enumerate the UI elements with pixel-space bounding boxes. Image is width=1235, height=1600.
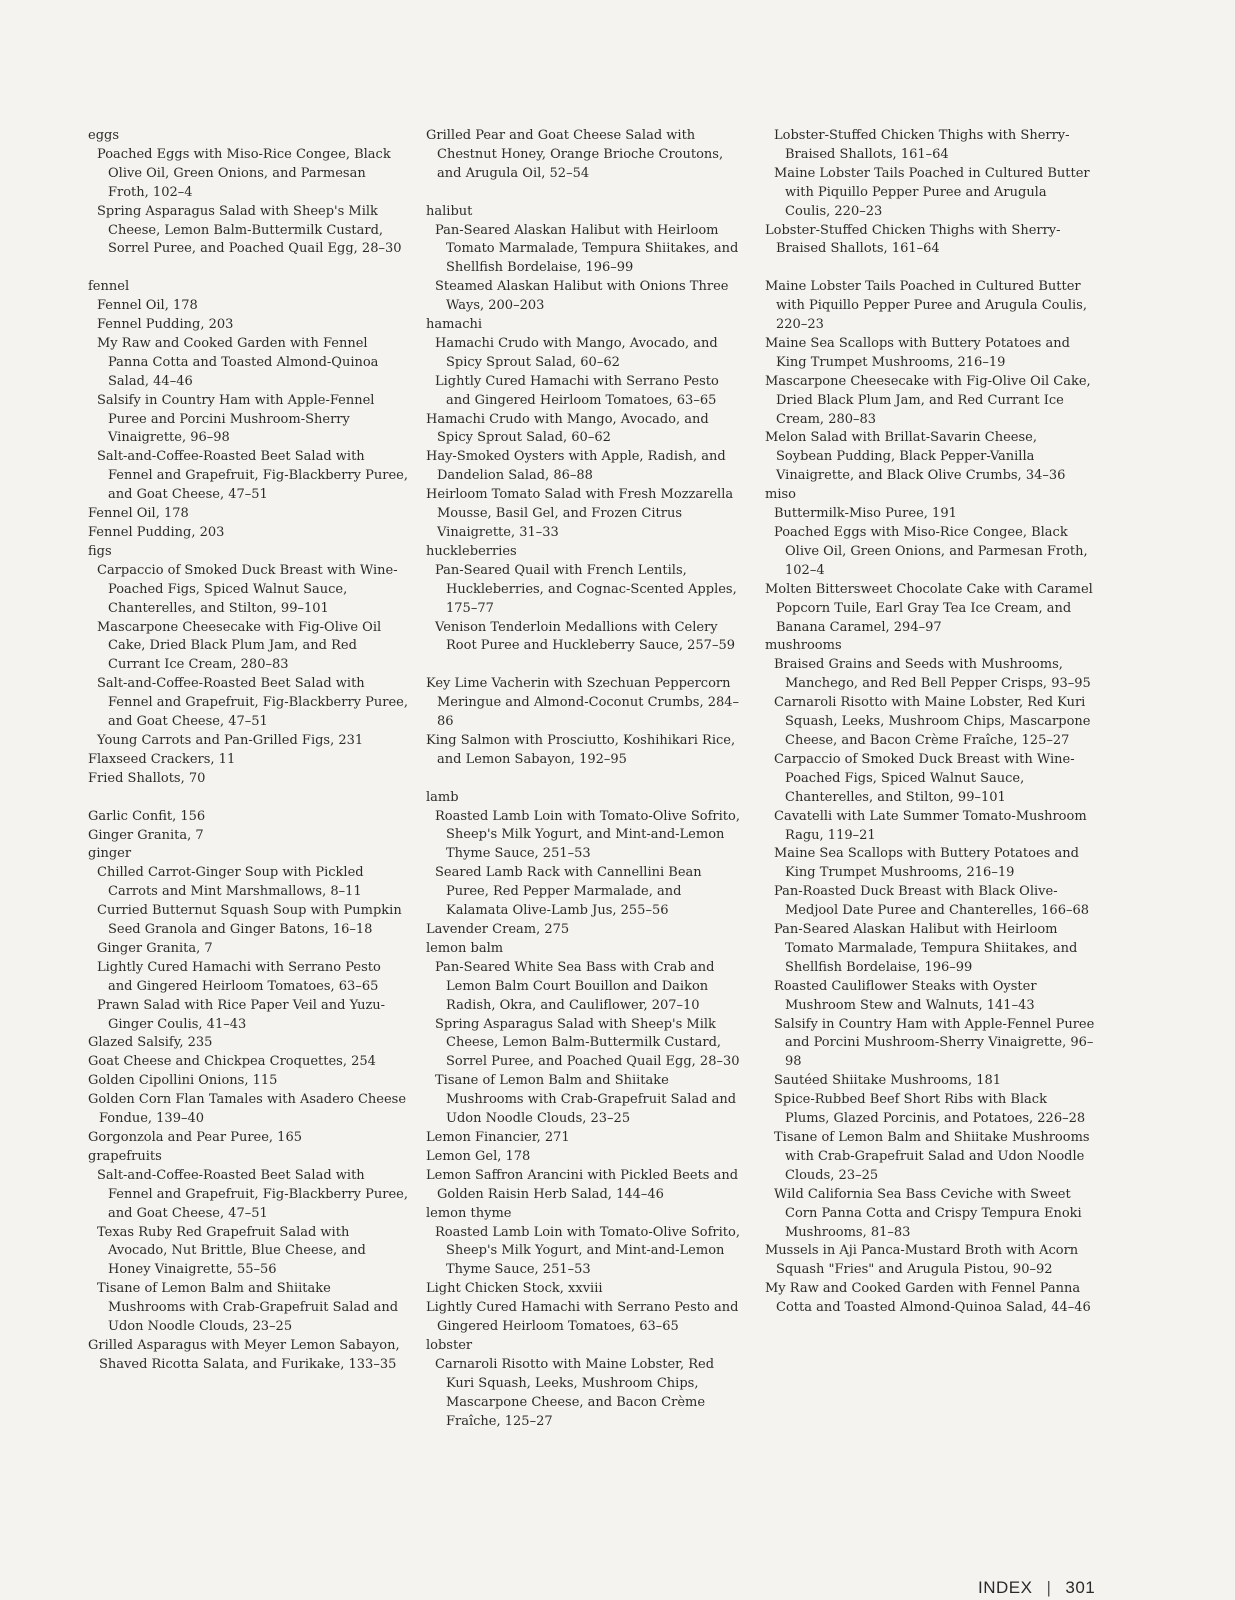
index-entry: Mussels in Aji Panca-Mustard Broth with Acorn Squash "Fries" and Arugula Pistou, 90–92 — [765, 1243, 1079, 1278]
index-entry: halibut — [426, 203, 473, 219]
index-subentry: Carnaroli Risotto with Maine Lobster, Red Kuri Squash, Leeks, Mushroom Chips, Mascarpone Cheese, and Bacon Crème Fraîche, 125–27 — [435, 1356, 715, 1429]
index-entry: Melon Salad with Brillat-Savarin Cheese, Soybean Pudding, Black Pepper-Vanilla Vinaigrette, and Black Olive Crumbs, 34–36 — [765, 430, 1066, 484]
index-subentry: My Raw and Cooked Garden with Fennel Panna Cotta and Toasted Almond-Quinoa Salad, 44–46 — [97, 335, 379, 389]
index-entry: Gorgonzola and Pear Puree, 165 — [88, 1130, 302, 1145]
index-subentry: Lightly Cured Hamachi with Serrano Pesto and Gingered Heirloom Tomatoes, 63–65 — [435, 373, 719, 408]
index-subentry: Pan-Seared White Sea Bass with Crab and Lemon Balm Court Bouillon and Daikon Radish, Okra, and Cauliflower, 207–10 — [435, 959, 715, 1013]
page-number: 301 — [1065, 1578, 1096, 1597]
index-entry: My Raw and Cooked Garden with Fennel Panna Cotta and Toasted Almond-Quinoa Salad, 44–46 — [765, 1281, 1091, 1316]
index-subentry: Lobster-Stuffed Chicken Thighs with Sherry-Braised Shallots, 161–64 — [774, 128, 1070, 162]
index-subentry: Mascarpone Cheesecake with Fig-Olive Oil Cake, Dried Black Plum Jam, and Red Currant Ice Cream, 280–83 — [97, 619, 382, 673]
index-entry: mushrooms — [765, 638, 842, 654]
index-subentry: Fennel Oil, 178 — [97, 298, 198, 314]
index-subentry: Wild California Sea Bass Ceviche with Sweet Corn Panna Cotta and Crispy Tempura Enoki Mushrooms, 81–83 — [774, 1186, 1082, 1240]
index-entry: Heirloom Tomato Salad with Fresh Mozzarella Mousse, Basil Gel, and Frozen Citrus Vinaigrette, 31–33 — [426, 487, 734, 541]
index-entry: Lavender Cream, 275 — [426, 922, 570, 938]
index-entry: lamb — [426, 789, 459, 805]
index-subentry: Carnaroli Risotto with Maine Lobster, Red Kuri Squash, Leeks, Mushroom Chips, Mascarpone Cheese, and Bacon Crème Fraîche, 125–27 — [774, 695, 1091, 748]
index-entry: eggs — [88, 128, 120, 143]
index-subentry: Tisane of Lemon Balm and Shiitake Mushrooms with Crab-Grapefruit Salad and Udon Noodle Clouds, 23–25 — [435, 1073, 737, 1127]
index-column-2 — [426, 127, 746, 1431]
index-entry: Key Lime Vacherin with Szechuan Peppercorn Meringue and Almond-Coconut Crumbs, 284–86 — [426, 676, 740, 730]
index-subentry: Roasted Cauliflower Steaks with Oyster Mushroom Stew and Walnuts, 141–43 — [774, 978, 1037, 1013]
index-entry: Flaxseed Crackers, 11 — [88, 751, 236, 767]
index-subentry: Pan-Seared Alaskan Halibut with Heirloom Tomato Marmalade, Tempura Shiitakes, and Shellfish Bordelaise, 196–99 — [774, 922, 1078, 975]
index-subentry: Spring Asparagus Salad with Sheep's Milk Cheese, Lemon Balm-Buttermilk Custard, Sorrel Puree, and Poached Quail Egg, 28–30 — [97, 203, 402, 257]
index-entry: fennel — [88, 279, 130, 295]
index-subentry: Poached Eggs with Miso-Rice Congee, Black Olive Oil, Green Onions, and Parmesan Froth, 102–4 — [774, 525, 1088, 578]
index-entry: Garlic Confit, 156 — [88, 808, 206, 824]
index-subentry: Prawn Salad with Rice Paper Veil and Yuzu-Ginger Coulis, 41–43 — [97, 997, 386, 1032]
index-entry: Molten Bittersweet Chocolate Cake with Caramel Popcorn Tuile, Earl Gray Tea Ice Cream, and Banana Caramel, 294–97 — [765, 581, 1093, 635]
index-subentry: Lightly Cured Hamachi with Serrano Pesto and Gingered Heirloom Tomatoes, 63–65 — [97, 959, 381, 994]
index-entry: Lemon Gel, 178 — [426, 1148, 531, 1164]
index-subentry: Tisane of Lemon Balm and Shiitake Mushrooms with Crab-Grapefruit Salad and Udon Noodle Clouds, 23–25 — [774, 1130, 1090, 1183]
index-subentry: Tisane of Lemon Balm and Shiitake Mushrooms with Crab-Grapefruit Salad and Udon Noodle Clouds, 23–25 — [97, 1281, 399, 1335]
index-entry: Lemon Financier, 271 — [426, 1129, 570, 1145]
index-subentry: Chilled Carrot-Ginger Soup with Pickled Carrots and Mint Marshmallows, 8–11 — [97, 865, 364, 900]
index-subentry: Ginger Granita, 7 — [97, 940, 213, 956]
index-entry: lobster — [426, 1337, 473, 1353]
index-entry: Golden Corn Flan Tamales with Asadero Cheese Fondue, 139–40 — [88, 1092, 407, 1127]
index-subentry: Cavatelli with Late Summer Tomato-Mushroom Ragu, 119–21 — [774, 808, 1087, 843]
index-subentry: Seared Lamb Rack with Cannellini Bean Puree, Red Pepper Marmalade, and Kalamata Olive-Lamb Jus, 255–56 — [435, 865, 702, 919]
index-subentry: Salsify in Country Ham with Apple-Fennel Puree and Porcini Mushroom-Sherry Vinaigrette, 96–98 — [97, 392, 375, 446]
index-entry: miso — [765, 487, 796, 503]
index-entry: lemon balm — [426, 940, 504, 956]
index-entry: Lightly Cured Hamachi with Serrano Pesto and Gingered Heirloom Tomatoes, 63–65 — [426, 1300, 739, 1335]
index-subentry: Spring Asparagus Salad with Sheep's Milk Cheese, Lemon Balm-Buttermilk Custard, Sorrel Puree, and Poached Quail Egg, 28–30 — [435, 1016, 740, 1070]
index-subentry: Buttermilk-Miso Puree, 191 — [774, 506, 957, 522]
index-subentry: Hamachi Crudo with Mango, Avocado, and Spicy Sprout Salad, 60–62 — [435, 335, 718, 370]
index-entry: Grilled Asparagus with Meyer Lemon Sabayon, Shaved Ricotta Salata, and Furikake, 133–35 — [88, 1337, 400, 1372]
index-subentry: Spice-Rubbed Beef Short Ribs with Black Plums, Glazed Porcinis, and Potatoes, 226–28 — [774, 1092, 1086, 1127]
index-entry: Mascarpone Cheesecake with Fig-Olive Oil Cake, Dried Black Plum Jam, and Red Currant Ice Cream, 280–83 — [765, 373, 1091, 427]
index-entry: Glazed Salsify, 235 — [88, 1035, 213, 1051]
index-entry: Lobster-Stuffed Chicken Thighs with Sherry-Braised Shallots, 161–64 — [765, 222, 1061, 257]
index-subentry: Sautéed Shiitake Mushrooms, 181 — [774, 1073, 1002, 1089]
index-column-1 — [88, 127, 408, 1375]
index-subentry: Fennel Pudding, 203 — [97, 317, 234, 333]
index-subentry: Steamed Alaskan Halibut with Onions Three Ways, 200–203 — [435, 279, 729, 314]
index-entry: Hamachi Crudo with Mango, Avocado, and Spicy Sprout Salad, 60–62 — [426, 411, 709, 446]
index-entry: Grilled Pear and Goat Cheese Salad with Chestnut Honey, Orange Brioche Croutons, and Arugula Oil, 52–54 — [426, 128, 724, 181]
index-entry: hamachi — [426, 317, 483, 333]
index-subentry: Curried Butternut Squash Soup with Pumpkin Seed Granola and Ginger Batons, 16–18 — [97, 903, 402, 938]
index-entry: Light Chicken Stock, xxviii — [426, 1281, 603, 1297]
index-subentry: Salt-and-Coffee-Roasted Beet Salad with Fennel and Grapefruit, Fig-Blackberry Puree, and Goat Cheese, 47–51 — [97, 676, 409, 730]
index-subentry: Texas Ruby Red Grapefruit Salad with Avocado, Nut Brittle, Blue Cheese, and Honey Vinaigrette, 55–56 — [97, 1224, 366, 1278]
index-subentry: Braised Grains and Seeds with Mushrooms, Manchego, and Red Bell Pepper Crisps, 93–95 — [774, 657, 1091, 692]
index-entry: Fennel Oil, 178 — [88, 506, 189, 522]
index-subentry: Pan-Roasted Duck Breast with Black Olive-Medjool Date Puree and Chanterelles, 166–68 — [774, 884, 1090, 919]
index-subentry: Salt-and-Coffee-Roasted Beet Salad with Fennel and Grapefruit, Fig-Blackberry Puree, and Goat Cheese, 47–51 — [97, 1167, 409, 1221]
index-subentry: Salt-and-Coffee-Roasted Beet Salad with Fennel and Grapefruit, Fig-Blackberry Puree, and Goat Cheese, 47–51 — [97, 449, 409, 503]
index-subentry: Maine Sea Scallops with Buttery Potatoes and King Trumpet Mushrooms, 216–19 — [774, 846, 1079, 881]
index-entry: Maine Sea Scallops with Buttery Potatoes and King Trumpet Mushrooms, 216–19 — [765, 335, 1070, 370]
index-entry: Goat Cheese and Chickpea Croquettes, 254 — [88, 1054, 376, 1070]
index-entry: King Salmon with Prosciutto, Koshihikari Rice, and Lemon Sabayon, 192–95 — [426, 732, 736, 767]
footer-separator: | — [1046, 1578, 1052, 1597]
index-subentry: Maine Lobster Tails Poached in Cultured Butter with Piquillo Pepper Puree and Arugula Coulis, 220–23 — [774, 165, 1090, 219]
index-entry: Lemon Saffron Arancini with Pickled Beets and Golden Raisin Herb Salad, 144–46 — [426, 1167, 739, 1202]
index-entry: lemon thyme — [426, 1205, 512, 1221]
index-entry: huckleberries — [426, 543, 517, 559]
index-entry: Hay-Smoked Oysters with Apple, Radish, and Dandelion Salad, 86–88 — [426, 449, 726, 484]
index-entry: grapefruits — [88, 1148, 162, 1164]
section-title: INDEX — [978, 1578, 1033, 1597]
index-subentry: Carpaccio of Smoked Duck Breast with Wine-Poached Figs, Spiced Walnut Sauce, Chanterelles, and Stilton, 99–101 — [774, 751, 1075, 805]
index-entry: Fried Shallots, 70 — [88, 770, 206, 786]
index-entry: Ginger Granita, 7 — [88, 827, 204, 843]
index-subentry: Salsify in Country Ham with Apple-Fennel Puree and Porcini Mushroom-Sherry Vinaigrette, 96–98 — [774, 1016, 1095, 1070]
index-subentry: Pan-Seared Quail with French Lentils, Huckleberries, and Cognac-Scented Apples, 175–77 — [435, 562, 737, 616]
index-column-3 — [765, 127, 1095, 1318]
index-subentry: Roasted Lamb Loin with Tomato-Olive Sofrito, Sheep's Milk Yogurt, and Mint-and-Lemon Thyme Sauce, 251–53 — [435, 808, 740, 862]
page-footer — [978, 1578, 1095, 1598]
index-entry: Fennel Pudding, 203 — [88, 525, 225, 541]
index-subentry: Venison Tenderloin Medallions with Celery Root Puree and Huckleberry Sauce, 257–59 — [435, 619, 735, 654]
index-subentry: Poached Eggs with Miso-Rice Congee, Black Olive Oil, Green Onions, and Parmesan Froth, 102–4 — [97, 146, 391, 200]
index-entry: Golden Cipollini Onions, 115 — [88, 1073, 278, 1089]
index-subentry: Pan-Seared Alaskan Halibut with Heirloom Tomato Marmalade, Tempura Shiitakes, and Shellfish Bordelaise, 196–99 — [435, 222, 739, 276]
index-entry: ginger — [88, 846, 132, 862]
index-subentry: Carpaccio of Smoked Duck Breast with Wine-Poached Figs, Spiced Walnut Sauce, Chanterelles, and Stilton, 99–101 — [97, 562, 398, 616]
index-entry: figs — [88, 543, 112, 559]
index-entry: Maine Lobster Tails Poached in Cultured Butter with Piquillo Pepper Puree and Arugula Coulis, 220–23 — [765, 279, 1087, 333]
index-subentry: Young Carrots and Pan-Grilled Figs, 231 — [97, 732, 364, 748]
index-subentry: Roasted Lamb Loin with Tomato-Olive Sofrito, Sheep's Milk Yogurt, and Mint-and-Lemon Thyme Sauce, 251–53 — [435, 1224, 740, 1278]
